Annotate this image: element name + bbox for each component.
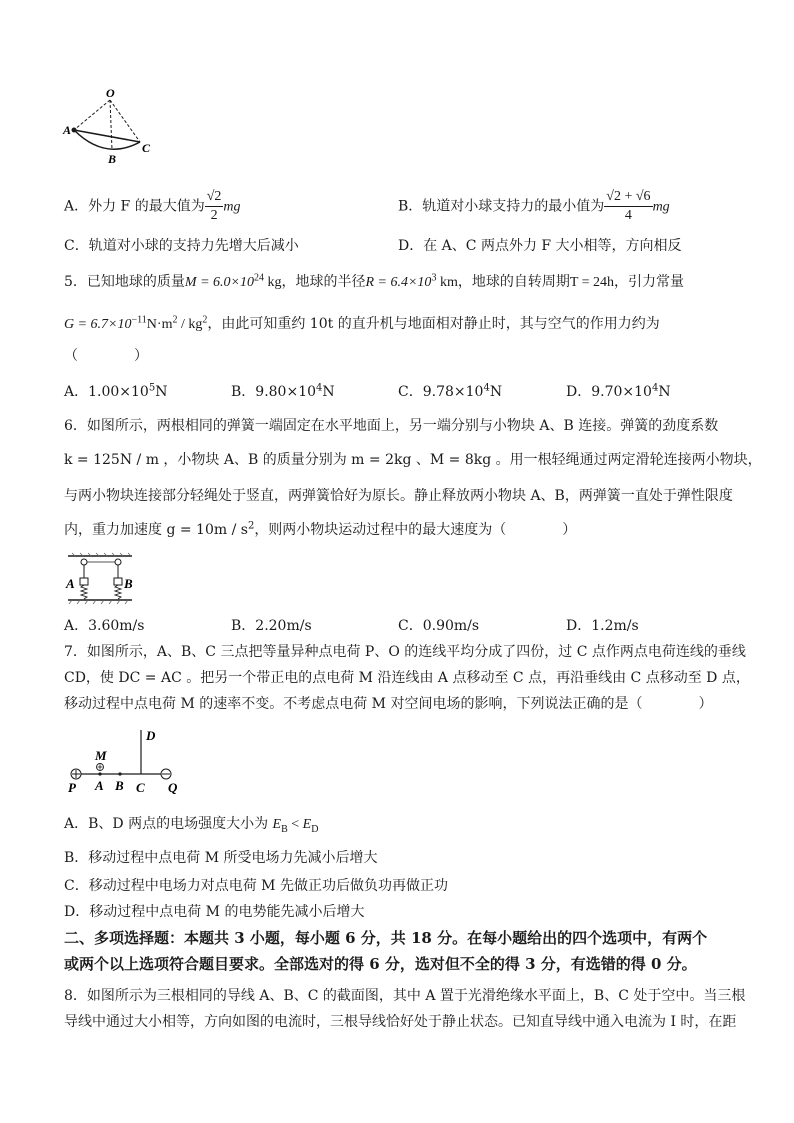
- q6-option-a: A．3.60m/s: [64, 618, 145, 634]
- q5-line-3: （ ）: [64, 348, 148, 364]
- fig4-label-A: A: [63, 123, 72, 137]
- q7-option-a: A．B、D 两点的电场强度大小为 $E_B < E_D$: [64, 816, 319, 835]
- q7-option-d: D．移动过程中点电荷 M 的电势能先减小后增大: [64, 904, 365, 920]
- fig6-label-B: B: [124, 576, 133, 591]
- q6-line-2: k = 125N / m ，小物块 A、B 的质量分别为 m = 2kg 、M = 8kg 。用一根轻绳通过两定滑轮连接两小物块，: [64, 452, 762, 468]
- section-2-heading-line-1: 二、多项选择题：本题共 3 小题，每小题 6 分，共 18 分。在每小题给出的四个选项中，有两个: [64, 929, 708, 947]
- q4-option-b: B．轨道对小球支持力的最小值为 $\frac{√2 + √6}{4}$ mg: [398, 189, 670, 223]
- fig7-label-B: B: [115, 778, 124, 793]
- q5-option-b: B．$9.80\times 10^4N$: [231, 382, 335, 400]
- q5-option-d: D．$9.70\times 10^4N$: [566, 382, 671, 400]
- fig6-label-A: A: [66, 576, 75, 591]
- q8-line-2: 导线中通过大小相等，方向如图的电流时，三根导线恰好处于静止状态。已知直导线中通入电流为 I 时，在距: [64, 1014, 737, 1030]
- fig7-label-C: C: [136, 780, 145, 794]
- q5-option-a: A．$1.00\times 10^5N$: [64, 382, 168, 400]
- q6-line-1: 6．如图所示，两根相同的弹簧一端固定在水平地面上，另一端分别与小物块 A、B 连接。弹簧的劲度系数: [64, 418, 719, 434]
- fig4-label-B: B: [108, 152, 117, 166]
- fig7-label-P: P: [68, 780, 76, 794]
- q6-option-b: B．2.20m/s: [231, 618, 312, 634]
- q6-option-d: D．1.2m/s: [566, 618, 639, 634]
- figure-q6-springs: [62, 552, 138, 606]
- q6-line-3: 与两小物块连接部分轻绳处于竖直，两弹簧恰好为原长。静止释放两小物块 A、B，两弹簧一直处于弹性限度: [64, 488, 733, 504]
- fig7-label-A: A: [95, 778, 104, 793]
- figure-q7-charges: [62, 724, 192, 794]
- q5-line-2: $G = 6.7\times 10^{-11}N\cdot m^2 / kg^2$，由此可知重约 10t 的直升机与地面相对静止时，其与空气的作用力约为: [64, 314, 660, 332]
- q7-option-b: B．移动过程中点电荷 M 所受电场力先减小后增大: [64, 850, 378, 866]
- q4-option-a: A．外力 F 的最大值为 $\frac{√2}{2}$ mg: [64, 189, 241, 223]
- q8-line-1: 8．如图所示为三根相同的导线 A、B、C 的截面图，其中 A 置于光滑绝缘水平面上，B、C 处于空中。当三根: [64, 988, 746, 1004]
- q6-option-c: C．0.90m/s: [398, 618, 480, 634]
- section-2-heading-line-2: 或两个以上选项符合题目要求。全部选对的得 6 分，选对但不全的得 3 分，有选错的得 0 分。: [64, 955, 697, 973]
- q4-option-c: C．轨道对小球的支持力先增大后减小: [64, 238, 299, 254]
- q4-option-d: D．在 A、C 两点外力 F 大小相等，方向相反: [398, 238, 682, 254]
- figure-q4-track: [60, 86, 160, 166]
- q5-line-1: 5．已知地球的质量$M = 6.0\times 10^{24}$ kg，地球的半径$R = 6.4\times 10^3$ km，地球的自转周期T = 24h，引力常量: [64, 272, 685, 290]
- fig4-label-C: C: [142, 141, 151, 155]
- q7-option-c: C．移动过程中电场力对点电荷 M 先做正功后做负功再做正功: [64, 878, 448, 894]
- q5-option-c: C．$9.78\times 10^4N$: [398, 382, 503, 400]
- q6-line-4: 内，重力加速度 $g = 10m / s^2$，则两小物块运动过程中的最大速度为（ ）: [64, 520, 577, 538]
- q7-line-2: CD，使 DC = AC 。把另一个带正电的点电荷 M 沿连线由 A 点移动至 C 点，再沿垂线由 C 点移动至 D 点，: [64, 670, 750, 686]
- fig4-label-O: O: [106, 86, 115, 100]
- fig7-label-Q: Q: [168, 780, 178, 794]
- fig7-label-M: M: [95, 748, 107, 763]
- q7-line-3: 移动过程中点电荷 M 的速率不变。不考虑点电荷 M 对空间电场的影响，下列说法正确的是（ ）: [64, 696, 713, 712]
- q7-line-1: 7．如图所示，A、B、C 三点把等量异种点电荷 P、O 的连线平均分成了四份，过 C 点作两点电荷连线的垂线: [64, 644, 746, 660]
- fig7-label-D: D: [146, 728, 156, 743]
